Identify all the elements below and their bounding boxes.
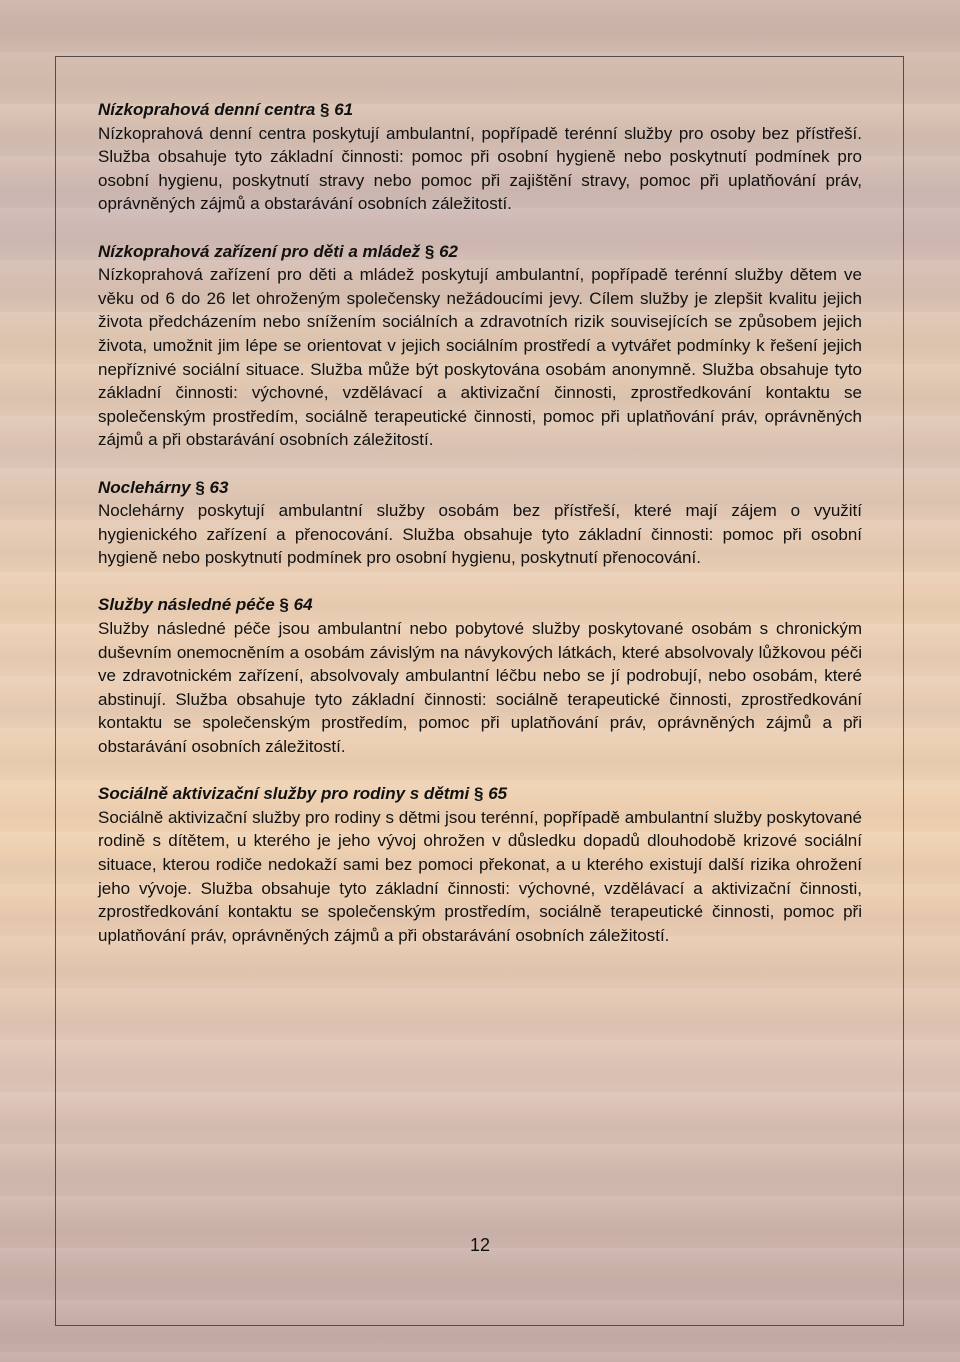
section-63 — [98, 476, 862, 570]
section-body: Nízkoprahová zařízení pro děti a mládež poskytují ambulantní, popřípadě terénní služby dětem ve věku od 6 do 26 let ohroženým společensky nežádoucími jevy. Cílem služby je zlepšit kvalitu jejich života předcházením nebo snížením sociálních a zdravotních rizik souvisejících se způsobem jejich života, umožnit jim lépe se orientovat v jejich sociálním prostředí a vytvářet podmínky k řešení jejich nepříznivé sociální situace. Služba může být poskytována osobám anonymně. Služba obsahuje tyto základní činnosti: výchovné, vzdělávací a aktivizační činnosti, zprostředkování kontaktu se společenským prostředím, sociálně terapeutické činnosti, pomoc při uplatňování práv, oprávněných zájmů a při obstarávání osobních záležitostí. — [98, 265, 862, 450]
section-number: 65 — [488, 784, 508, 804]
section-number: 63 — [209, 477, 229, 497]
page-number: 12 — [469, 1235, 491, 1255]
section-number: 61 — [334, 100, 354, 119]
section-heading — [98, 476, 862, 500]
section-heading — [98, 782, 862, 806]
paragraph-symbol: § — [195, 477, 205, 497]
section-title: Nízkoprahová zařízení pro děti a mládež — [98, 241, 421, 261]
section-title: Nízkoprahová denní centra — [98, 100, 316, 119]
paragraph-symbol: § — [474, 784, 484, 804]
section-heading — [98, 240, 862, 264]
section-heading — [98, 98, 862, 122]
section-number: 64 — [293, 595, 313, 615]
paragraph-symbol: § — [424, 241, 435, 261]
section-title: Služby následné péče — [98, 595, 275, 615]
section-64 — [98, 593, 862, 758]
section-body: Sociálně aktivizační služby pro rodiny s dětmi jsou terénní, popřípadě ambulantní služby poskytované rodině s dítětem, u kterého je jeho vývoj ohrožen v důsledku dopadů dlouhodobě krizové sociální situace, kterou rodiče nedokaží sami bez pomoci překonat, a u kterého existují další rizika ohrožení jeho vývoje. Služba obsahuje tyto základní činnosti: výchovné, vzdělávací a aktivizační činnosti, zprostředkování kontaktu se společenským prostředím, sociálně terapeutické činnosti, pomoc při uplatňování práv, oprávněných zájmů a při obstarávání osobních záležitostí. — [98, 807, 862, 945]
section-title: Sociálně aktivizační služby pro rodiny s dětmi — [98, 784, 470, 804]
section-number: 62 — [439, 241, 458, 261]
section-body: Nízkoprahová denní centra poskytují ambulantní, popřípadě terénní služby pro osoby bez přístřeší. Služba obsahuje tyto základní činnosti: pomoc při osobní hygieně nebo poskytnutí podmínek pro osobní hygienu, poskytnutí stravy nebo pomoc při zajištění stravy, pomoc při uplatňování práv, oprávněných zájmů a obstarávání osobních záležitostí. — [98, 123, 862, 214]
paragraph-symbol: § — [279, 595, 289, 615]
section-body: Služby následné péče jsou ambulantní nebo pobytové služby poskytované osobám s chronickým duševním onemocněním a osobám závislým na návykových látkách, které absolvovaly lůžkovou péči ve zdravotnickém zařízení, absolvovaly ambulantní léčbu nebo se jí podrobují, nebo osobám, které abstinují. Služba obsahuje tyto základní činnosti: sociálně terapeutické činnosti, zprostředkování kontaktu se společenským prostředím, pomoc při uplatňování práv, oprávněných zájmů a při obstarávání osobních záležitostí. — [98, 619, 862, 757]
section-title: Noclehárny — [98, 477, 191, 497]
section-body: Noclehárny poskytují ambulantní služby osobám bez přístřeší, které mají zájem o využití hygienického zařízení a přenocování. Služba obsahuje tyto základní činnosti: pomoc při osobní hygieně nebo poskytnutí podmínek pro osobní hygienu, poskytnutí přenocování. — [98, 501, 862, 568]
document-body — [98, 98, 862, 971]
section-65 — [98, 782, 862, 947]
section-62 — [98, 240, 862, 452]
section-61 — [98, 98, 862, 216]
paragraph-symbol: § — [320, 100, 330, 119]
section-heading — [98, 593, 862, 617]
